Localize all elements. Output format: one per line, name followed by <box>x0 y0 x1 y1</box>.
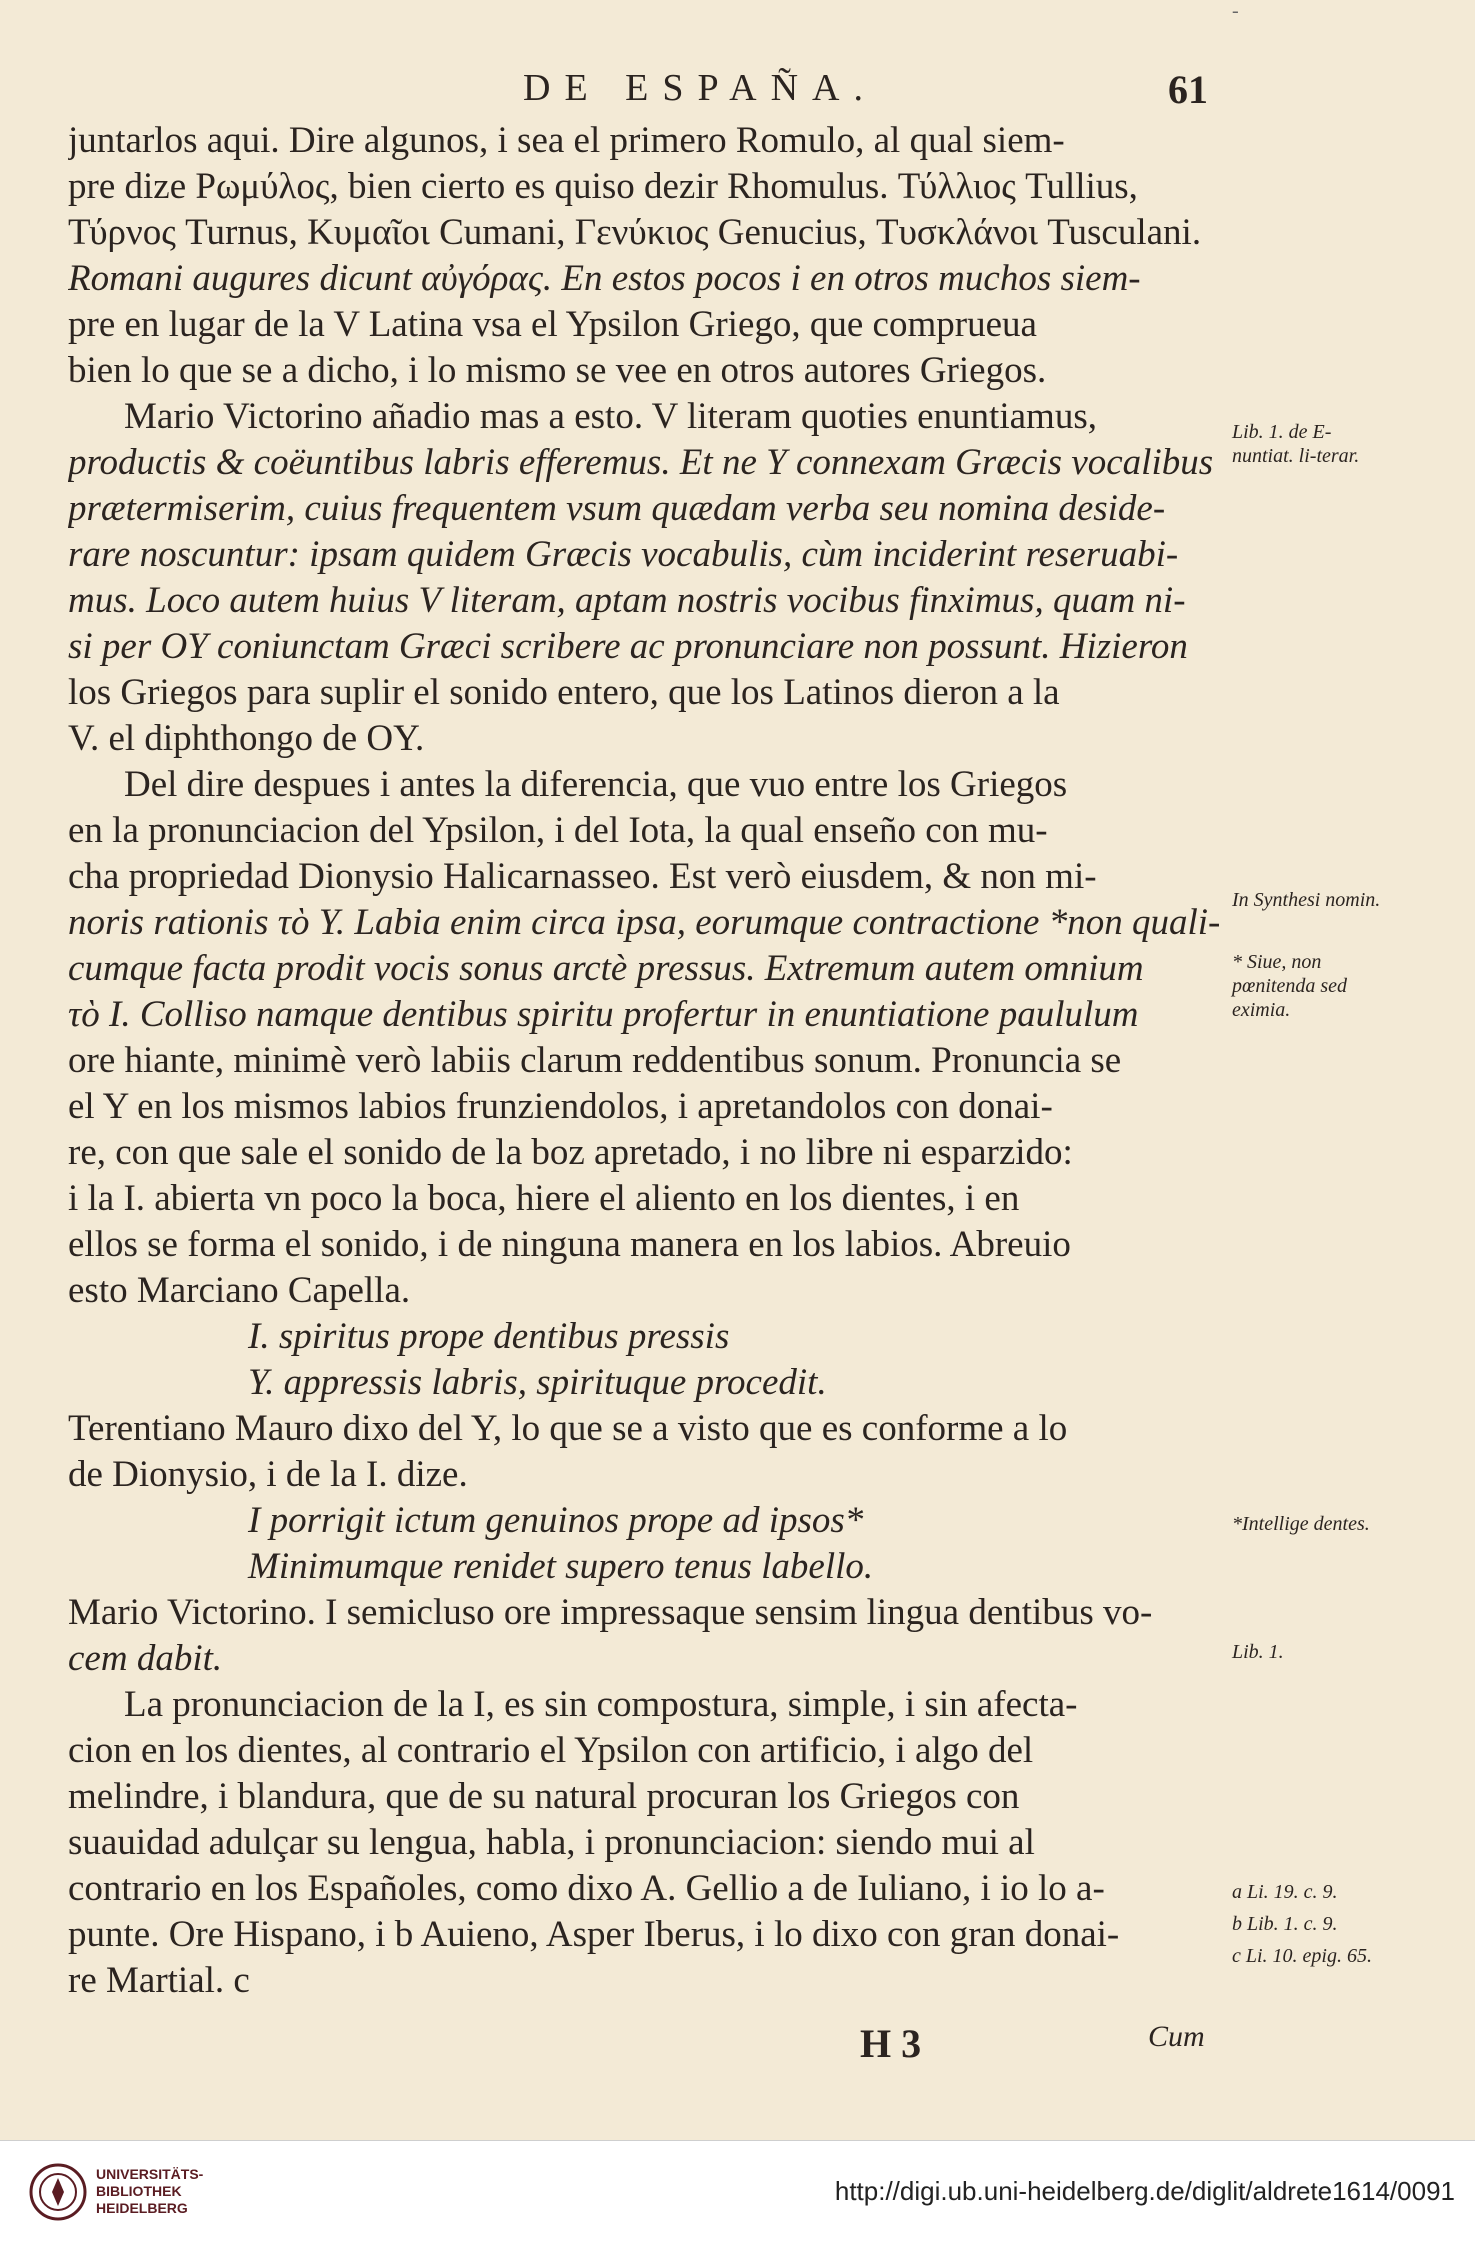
institution-line: HEIDELBERG <box>96 2200 188 2216</box>
page-number: 61 <box>1168 67 1208 112</box>
text-line: ellos se forma el sonido, i de ninguna manera en los labios. Abreuio <box>68 1224 1071 1265</box>
university-seal-icon <box>28 2162 88 2222</box>
margin-note: a Li. 19. c. 9. <box>1232 1881 1338 1903</box>
text-line: melindre, i blandura, que de su natural procuran los Griegos con <box>68 1776 1020 1817</box>
text-line: cumque facta prodit vocis sonus arctè pressus. Extremum autem omnium <box>68 948 1144 989</box>
corner-mark: - <box>1232 0 1239 22</box>
margin-note: Lib. 1. de E-nuntiat. li-terar. <box>1232 421 1360 467</box>
margin-note: In Synthesi nomin. <box>1232 889 1381 911</box>
text-line: esto Marciano Capella. <box>68 1270 411 1311</box>
footer-divider <box>0 2140 1475 2141</box>
text-line: Romani augures dicunt αὐγόρας. En estos pocos i en otros muchos siem- <box>68 258 1141 299</box>
catchword: Cum <box>1148 2020 1205 2053</box>
text-line: rare noscuntur: ipsam quidem Græcis vocabulis, cùm inciderint reseruabi- <box>68 534 1179 575</box>
text-line: re Martial. c <box>68 1960 250 2001</box>
text-line: productis & coëuntibus labris efferemus. Et ne Y connexam Græcis vocalibus <box>68 442 1214 483</box>
running-title: DE ESPAÑA. <box>523 67 877 109</box>
institution-line: UNIVERSITÄTS- <box>96 2166 204 2182</box>
text-line: Τύρνος Turnus, Κυμαῖοι Cumani, Γενύκιος Genucius, Τυσκλάνοι Tusculani. <box>68 212 1202 253</box>
text-line: pre en lugar de la V Latina vsa el Ypsilon Griego, que comprueua <box>68 304 1037 345</box>
text-line: pre dize Ρωμύλος, bien cierto es quiso dezir Rhomulus. Τύλλιος Tullius, <box>68 166 1138 207</box>
text-line: en la pronunciacion del Ypsilon, i del Iota, la qual enseño con mu- <box>68 810 1048 851</box>
text-line: suauidad adulçar su lengua, habla, i pronunciacion: siendo mui al <box>68 1822 1035 1863</box>
text-line: si per OY coniunctam Græci scribere ac pronunciare non possunt. Hizieron <box>68 626 1188 667</box>
margin-note: b Lib. 1. c. 9. <box>1232 1913 1338 1935</box>
text-line: bien lo que se a dicho, i lo mismo se vee en otros autores Griegos. <box>68 350 1047 391</box>
text-line: contrario en los Españoles, como dixo A. Gellio a de Iuliano, i io lo a- <box>68 1868 1105 1909</box>
verse-line: Y. appressis labris, spirituque procedit. <box>248 1362 827 1403</box>
text-line: V. el diphthongo de OY. <box>68 718 425 759</box>
body-text <box>68 118 1224 2004</box>
text-line: Mario Victorino. I semicluso ore impressaque sensim lingua dentibus vo- <box>68 1592 1153 1633</box>
institution-name <box>96 2166 203 2217</box>
text-line: i la I. abierta vn poco la boca, hiere el aliento en los dientes, i en <box>68 1178 1020 1219</box>
text-line: juntarlos aqui. Dire algunos, i sea el primero Romulo, al qual siem- <box>68 120 1065 161</box>
verse-line: I porrigit ictum genuinos prope ad ipsos* <box>248 1500 864 1541</box>
text-line: La pronunciacion de la I, es sin compostura, simple, i sin afecta- <box>124 1684 1078 1725</box>
signature-mark: H 3 <box>860 2021 922 2066</box>
text-line: prætermiserim, cuius frequentem vsum quædam verba seu nomina deside- <box>68 488 1166 529</box>
text-line: cem dabit. <box>68 1638 223 1679</box>
text-line: de Dionysio, i de la I. dize. <box>68 1454 468 1495</box>
text-line: cha propriedad Dionysio Halicarnasseo. Est verò eiusdem, & non mi- <box>68 856 1097 897</box>
institution-line: BIBLIOTHEK <box>96 2183 182 2199</box>
verse-line: I. spiritus prope dentibus pressis <box>248 1316 730 1357</box>
text-line: cion en los dientes, al contrario el Ypsilon con artificio, i algo del <box>68 1730 1034 1771</box>
verse-line: Minimumque renidet supero tenus labello. <box>248 1546 874 1587</box>
text-line: punte. Ore Hispano, i b Auieno, Asper Iberus, i lo dixo con gran donai- <box>68 1914 1120 1955</box>
text-line: Del dire despues i antes la diferencia, que vuo entre los Griegos <box>124 764 1068 805</box>
text-line: Terentiano Mauro dixo del Y, lo que se a visto que es conforme a lo <box>68 1408 1068 1449</box>
text-line: ore hiante, minimè verò labiis clarum reddentibus sonum. Pronuncia se <box>68 1040 1122 1081</box>
text-line: τὸ I. Colliso namque dentibus spiritu profertur in enuntiatione paululum <box>68 994 1139 1035</box>
margin-note: c Li. 10. epig. 65. <box>1232 1945 1372 1967</box>
margin-note: * Siue, non pœnitenda sed eximia. <box>1232 951 1347 1021</box>
text-line: mus. Loco autem huius V literam, aptam nostris vocibus finximus, quam ni- <box>68 580 1186 621</box>
text-line: Mario Victorino añadio mas a esto. V literam quoties enuntiamus, <box>124 396 1097 437</box>
text-line: los Griegos para suplir el sonido entero, que los Latinos dieron a la <box>68 672 1060 713</box>
source-url[interactable]: http://digi.ub.uni-heidelberg.de/diglit/aldrete1614/0091 <box>834 2176 1455 2206</box>
margin-note: *Intellige dentes. <box>1232 1513 1370 1535</box>
text-line: re, con que sale el sonido de la boz apretado, i no libre ni esparzido: <box>68 1132 1073 1173</box>
margin-note: Lib. 1. <box>1232 1641 1284 1663</box>
text-line: el Y en los mismos labios frunziendolos, i apretandolos con donai- <box>68 1086 1053 1127</box>
text-line: noris rationis τὸ Y. Labia enim circa ipsa, eorumque contractione *non quali- <box>68 902 1221 943</box>
